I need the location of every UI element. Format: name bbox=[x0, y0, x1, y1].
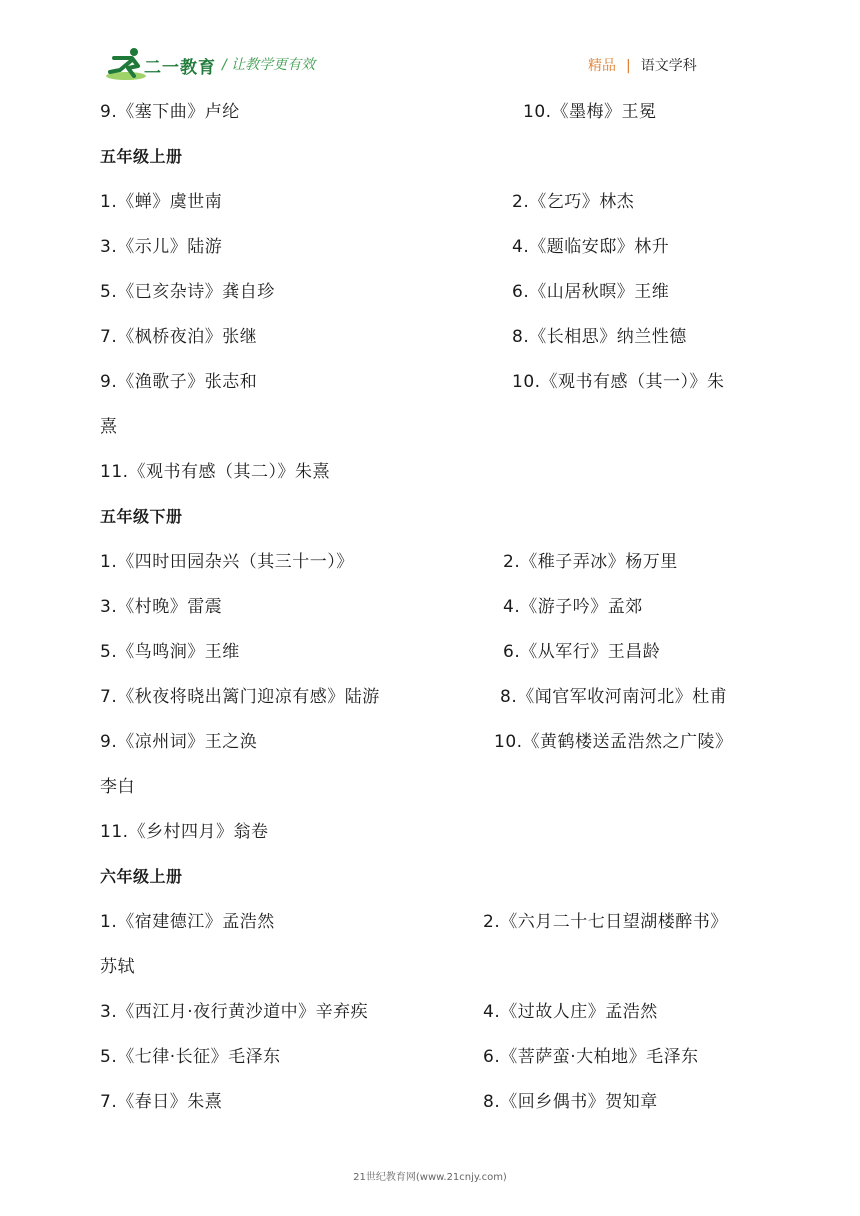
list-item: 2.《乞巧》林杰 bbox=[512, 192, 635, 212]
brand-name: 二一教育 bbox=[144, 58, 216, 78]
list-item: 10.《黄鹤楼送孟浩然之广陵》 bbox=[494, 732, 733, 752]
list-item: 8.《长相思》纳兰性德 bbox=[512, 327, 687, 347]
list-item: 6.《从军行》王昌龄 bbox=[503, 642, 661, 662]
list-item: 4.《过故人庄》孟浩然 bbox=[483, 1002, 658, 1022]
list-item: 9.《渔歌子》张志和 bbox=[100, 372, 258, 392]
list-item: 6.《菩萨蛮·大柏地》毛泽东 bbox=[483, 1047, 699, 1067]
list-item: 2.《六月二十七日望湖楼醉书》 bbox=[483, 912, 728, 932]
section-heading: 六年级上册 bbox=[100, 867, 183, 886]
list-item: 11.《观书有感（其二）》朱熹 bbox=[100, 462, 331, 482]
list-item-continuation: 苏轼 bbox=[100, 957, 135, 977]
list-item: 7.《春日》朱熹 bbox=[100, 1092, 223, 1112]
page-footer: 21世纪教育网(www.21cnjy.com) bbox=[353, 1172, 507, 1183]
list-item: 1.《蝉》虞世南 bbox=[100, 192, 223, 212]
list-item: 9.《塞下曲》卢纶 bbox=[100, 102, 240, 122]
brand-slogan: / 让教学更有效 bbox=[222, 57, 316, 73]
list-item: 1.《四时田园杂兴（其三十一）》 bbox=[100, 552, 354, 572]
quality-label: 精品 bbox=[588, 58, 616, 74]
list-item: 7.《秋夜将晓出篱门迎凉有感》陆游 bbox=[100, 687, 380, 707]
list-item: 8.《回乡偶书》贺知章 bbox=[483, 1092, 658, 1112]
list-item: 9.《凉州词》王之涣 bbox=[100, 732, 258, 752]
list-item: 3.《西江月·夜行黄沙道中》辛弃疾 bbox=[100, 1002, 369, 1022]
list-item-continuation: 熹 bbox=[100, 417, 118, 437]
subject-label: 语文学科 bbox=[640, 58, 697, 74]
section-heading: 五年级上册 bbox=[100, 147, 183, 166]
list-item: 7.《枫桥夜泊》张继 bbox=[100, 327, 258, 347]
list-item: 10.《观书有感（其一）》朱 bbox=[512, 372, 725, 392]
list-item: 5.《已亥杂诗》龚自珍 bbox=[100, 282, 275, 302]
list-item: 6.《山居秋暝》王维 bbox=[512, 282, 670, 302]
list-item: 10.《墨梅》王冕 bbox=[523, 102, 657, 122]
list-item: 5.《七律·长征》毛泽东 bbox=[100, 1047, 281, 1067]
list-item: 1.《宿建德江》孟浩然 bbox=[100, 912, 275, 932]
list-item: 3.《村晚》雷震 bbox=[100, 597, 223, 617]
section-heading: 五年级下册 bbox=[100, 507, 183, 526]
list-item: 2.《稚子弄冰》杨万里 bbox=[503, 552, 678, 572]
list-item-continuation: 李白 bbox=[100, 777, 135, 797]
list-item: 11.《乡村四月》翁卷 bbox=[100, 822, 269, 842]
header-tag bbox=[588, 55, 697, 75]
page-header bbox=[0, 0, 860, 90]
list-item: 8.《闻官军收河南河北》杜甫 bbox=[500, 687, 728, 707]
list-item: 4.《题临安邸》林升 bbox=[512, 237, 670, 257]
list-item: 3.《示儿》陆游 bbox=[100, 237, 223, 257]
list-item: 4.《游子吟》孟郊 bbox=[503, 597, 643, 617]
header-separator: | bbox=[626, 58, 631, 74]
list-item: 5.《鸟鸣涧》王维 bbox=[100, 642, 240, 662]
